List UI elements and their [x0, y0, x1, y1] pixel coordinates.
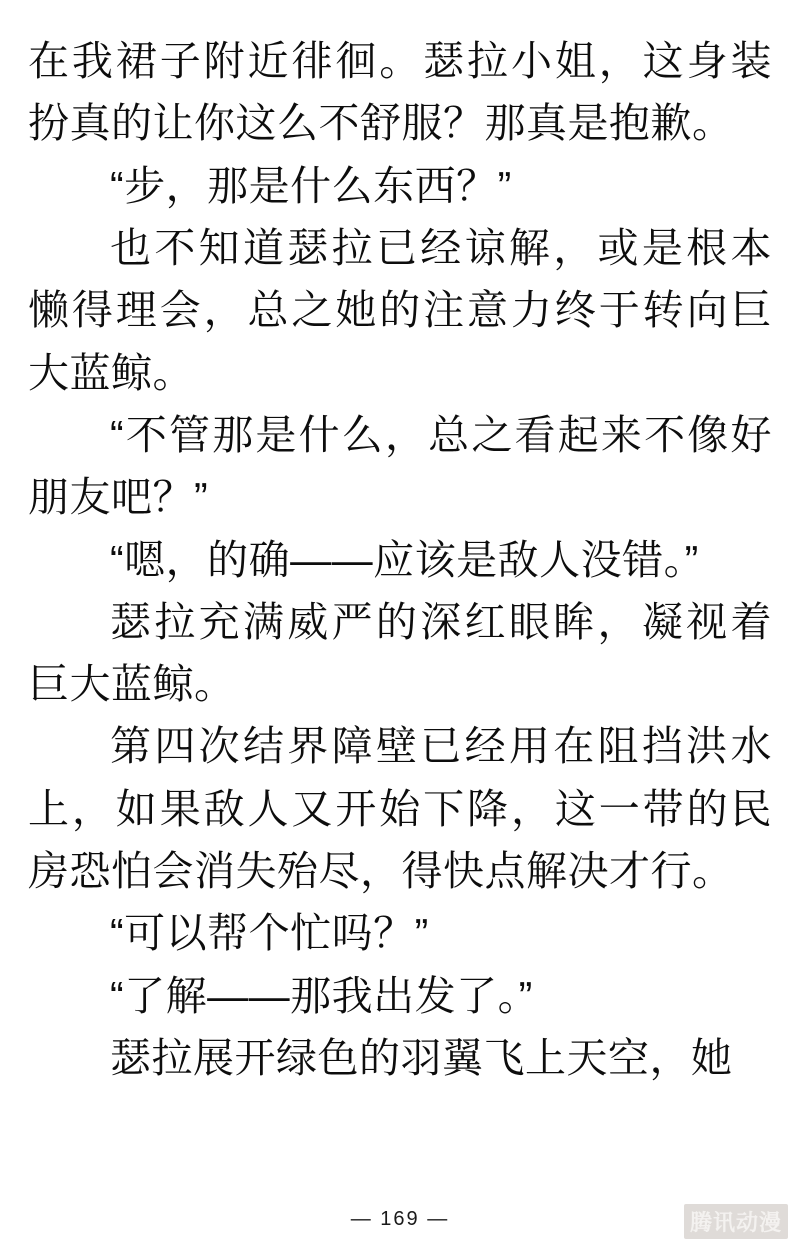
- watermark-logo: 腾讯动漫: [684, 1204, 788, 1239]
- paragraph-8: “可以帮个忙吗？”: [110, 910, 429, 957]
- paragraph-1: 在我裙子附近徘徊。瑟拉小姐，这身装扮真的让你这么不舒服？那真是抱歉。: [28, 38, 772, 147]
- paragraph-2: “步，那是什么东西？”: [110, 162, 512, 209]
- paragraph-3: 也不知道瑟拉已经谅解，或是根本懒得理会，总之她的注意力终于转向巨大蓝鲸。: [28, 224, 772, 396]
- paragraph-9: “了解——那我出发了。”: [110, 972, 533, 1019]
- page-body-text: [28, 30, 772, 1089]
- paragraph-10: 瑟拉展开绿色的羽翼飞上天空，她: [110, 1035, 733, 1081]
- paragraph-7: 第四次结界障壁已经用在阻挡洪水上，如果敌人又开始下降，这一带的民房恐怕会消失殆尽，得快点解决才行。: [28, 723, 772, 895]
- page-footer: [0, 1208, 800, 1231]
- paragraph-6: 瑟拉充满威严的深红眼眸，凝视着巨大蓝鲸。: [28, 598, 772, 708]
- page-number: — 169 —: [350, 1208, 450, 1230]
- paragraph-5: “嗯，的确——应该是敌人没错。”: [110, 536, 699, 583]
- paragraph-4: “不管那是什么，总之看起来不像好朋友吧？”: [28, 411, 772, 521]
